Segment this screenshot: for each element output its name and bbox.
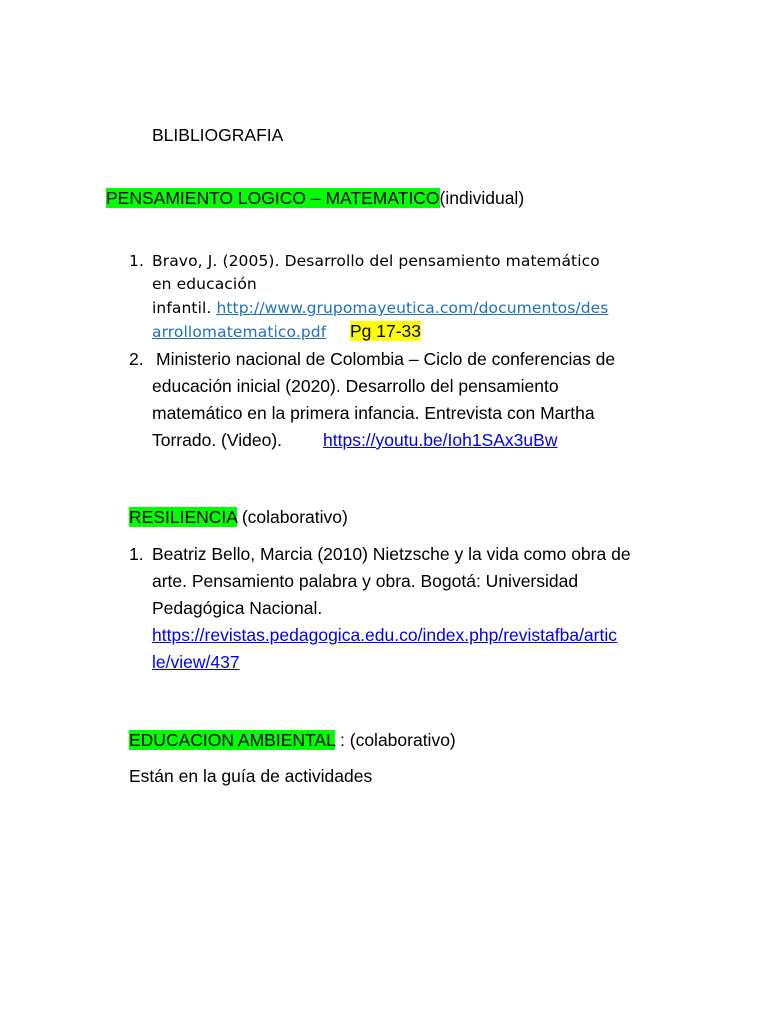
- reference-link-continuation[interactable]: arrollomatematico.pdf: [152, 323, 327, 341]
- list-item-number: 1.: [129, 252, 144, 270]
- reference-line: Bravo, J. (2005). Desarrollo del pensamiento matemático: [152, 252, 600, 270]
- document-title: BLIBLIOGRAFIA: [152, 125, 284, 145]
- reference-link[interactable]: https://youtu.be/Ioh1SAx3uBw: [323, 430, 558, 450]
- section-heading-highlight: RESILIENCIA: [129, 507, 237, 527]
- reference-line-with-link: [152, 296, 608, 320]
- list-item-number: 1.: [129, 544, 144, 564]
- reference-link-wrapper: [152, 622, 617, 649]
- reference-link[interactable]: https://revistas.pedagogica.edu.co/index.php/revistafba/artic: [152, 625, 617, 645]
- reference-line: Torrado. (Video).: [152, 430, 283, 450]
- reference-line: Pedagógica Nacional.: [152, 598, 323, 618]
- reference-line: Ministerio nacional de Colombia – Ciclo de conferencias de: [156, 349, 616, 369]
- reference-line: arte. Pensamiento palabra y obra. Bogotá: Universidad: [152, 571, 579, 591]
- reference-link-wrapper: [152, 649, 240, 676]
- section-note: Están en la guía de actividades: [129, 766, 373, 786]
- section-heading-suffix: (colaborativo): [236, 507, 348, 527]
- reference-text: infantil.: [152, 299, 217, 317]
- section-heading-suffix: : (colaborativo): [335, 730, 456, 750]
- page-range: Pg 17-33: [350, 321, 422, 341]
- section-heading-educacion-ambiental: [129, 727, 456, 754]
- reference-line: matemático en la primera infancia. Entrevista con Martha: [152, 403, 595, 423]
- section-heading-suffix: (individual): [439, 188, 525, 208]
- reference-line: en educación: [152, 275, 257, 293]
- section-heading-resiliencia: [129, 504, 348, 531]
- reference-link-continuation[interactable]: le/view/437: [152, 652, 240, 672]
- reference-link-wrapper: [323, 427, 557, 454]
- section-heading-pensamiento: [106, 185, 524, 212]
- section-heading-highlight: EDUCACION AMBIENTAL: [129, 730, 336, 750]
- reference-line-with-link: [152, 320, 326, 344]
- section-heading-highlight: PENSAMIENTO LOGICO – MATEMATICO: [106, 188, 440, 208]
- page-range-badge: [348, 318, 423, 345]
- list-item-number: 2.: [129, 349, 144, 369]
- reference-line: Beatriz Bello, Marcia (2010) Nietzsche y la vida como obra de: [152, 544, 631, 564]
- reference-link[interactable]: http://www.grupomayeutica.com/documentos/des: [216, 299, 609, 317]
- reference-line: educación inicial (2020). Desarrollo del pensamiento: [152, 376, 559, 396]
